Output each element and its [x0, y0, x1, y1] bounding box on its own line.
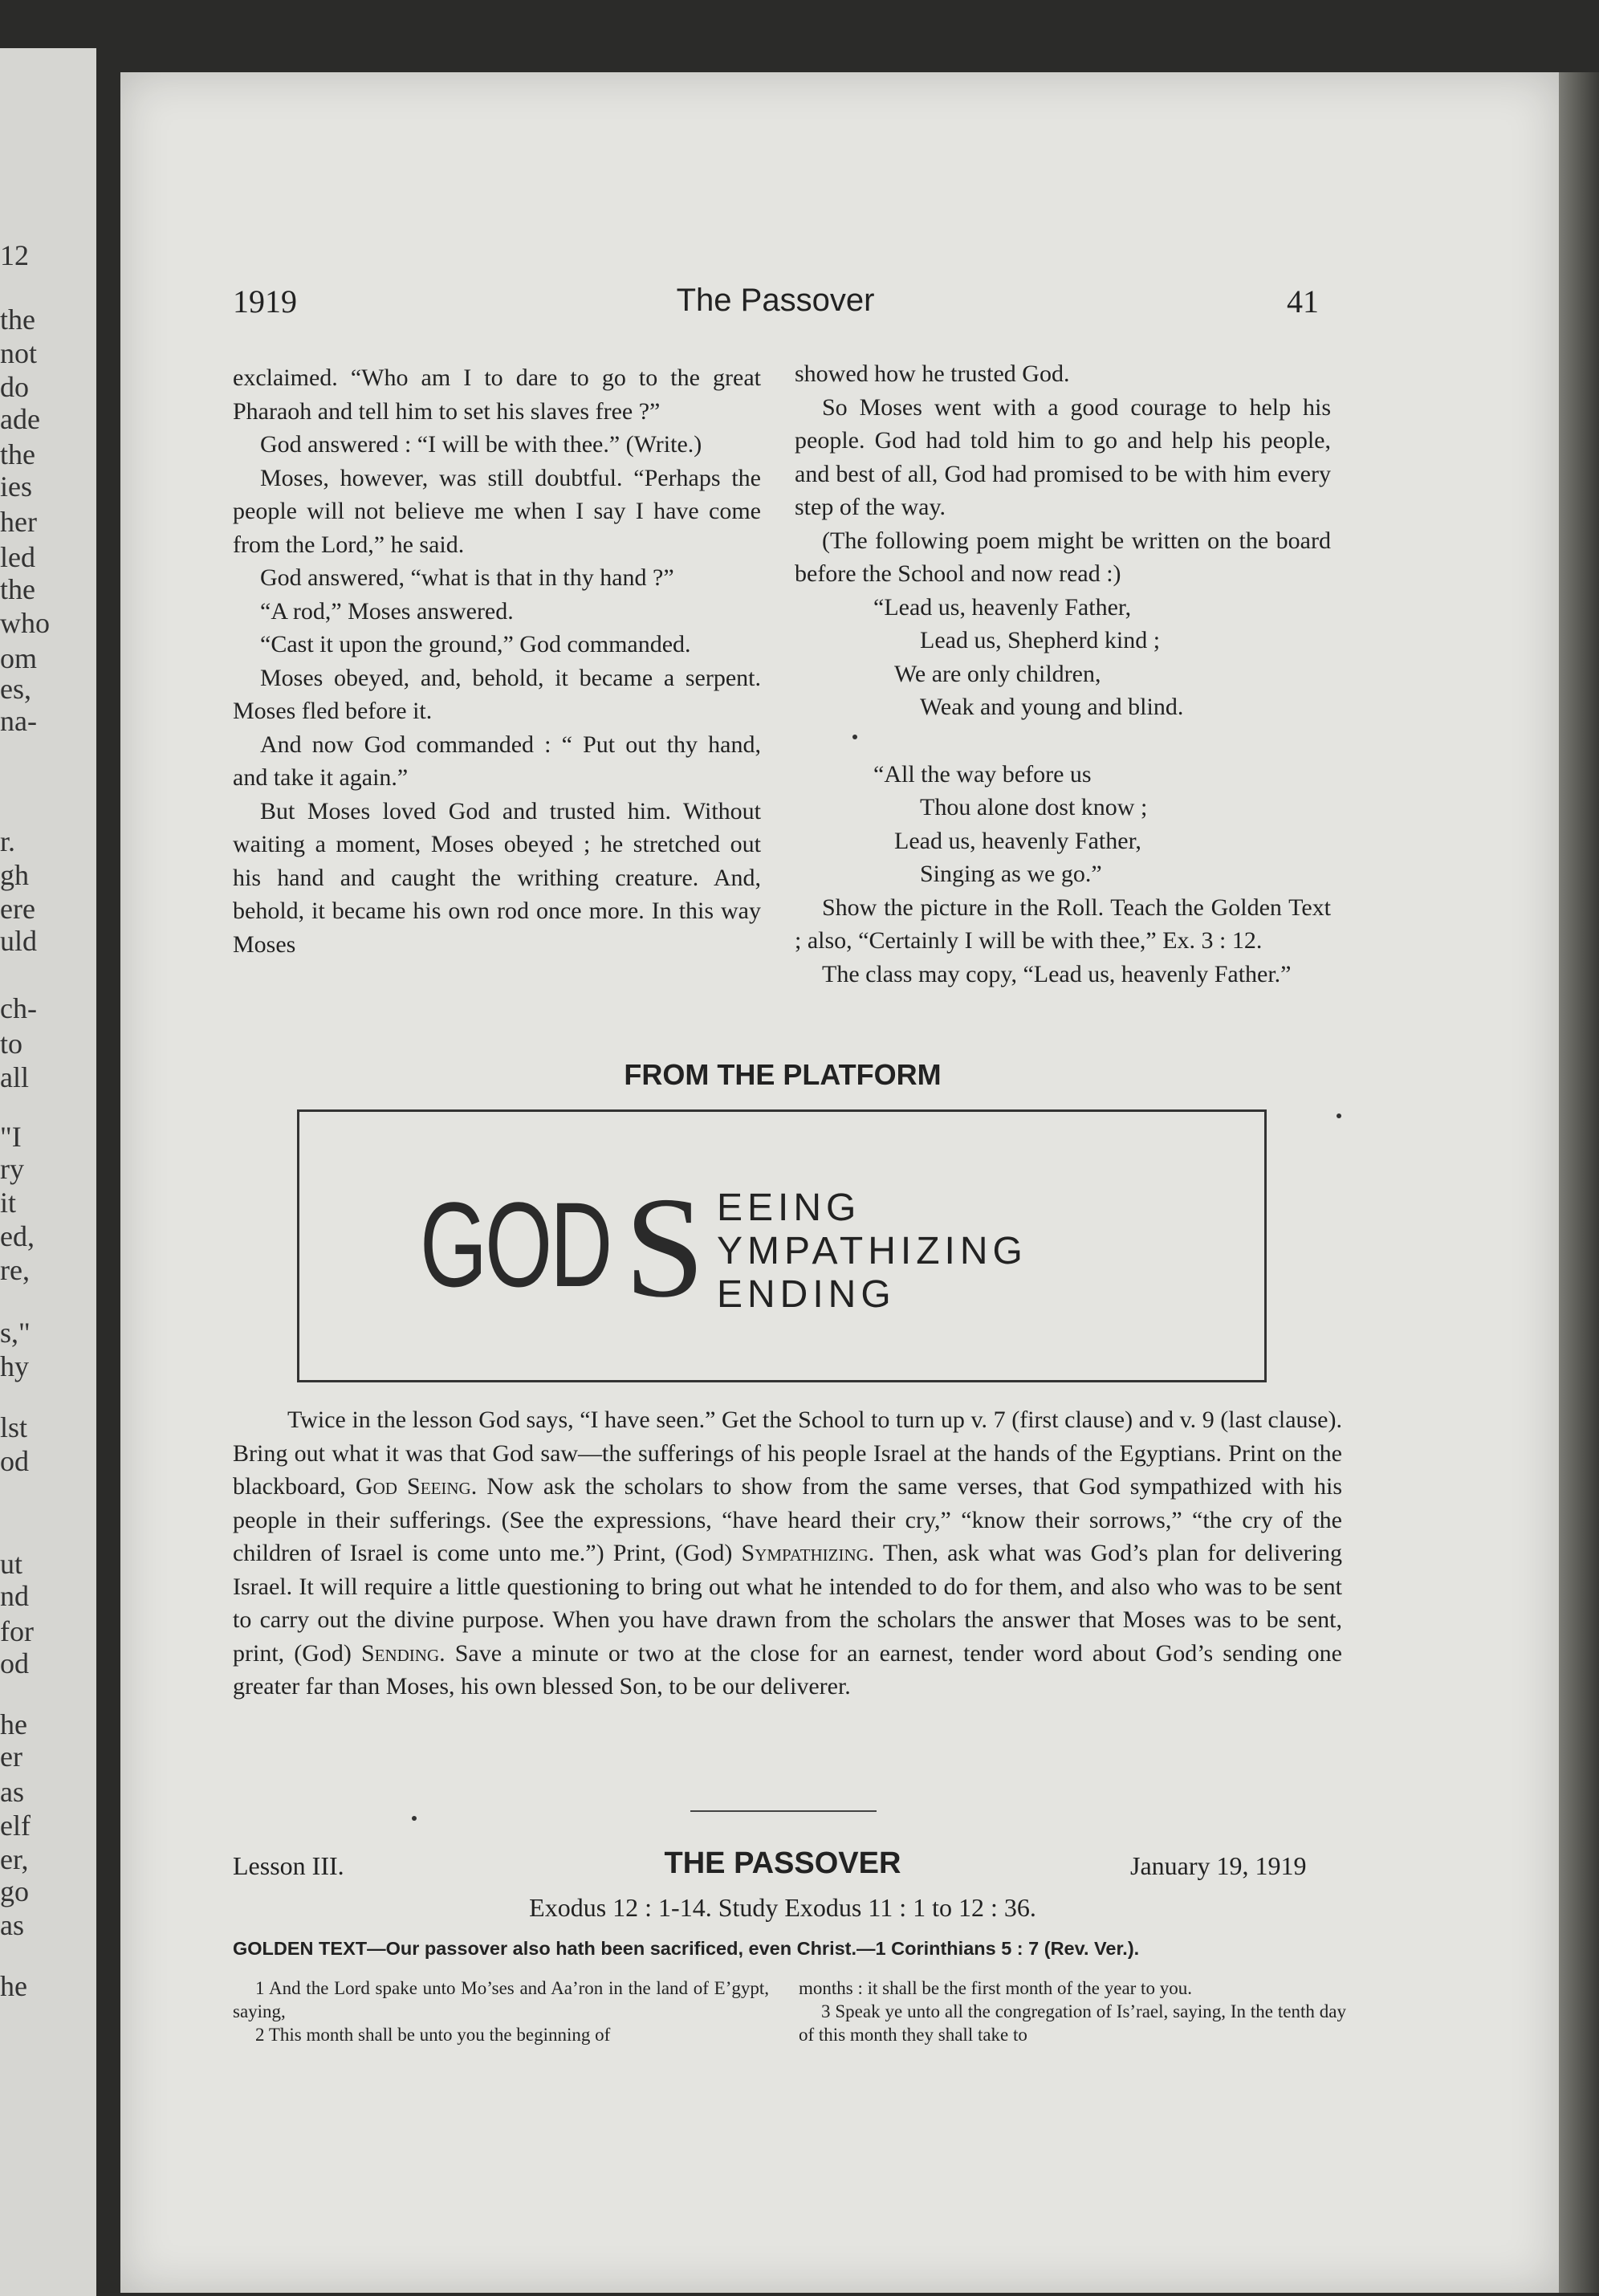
section-heading: FROM THE PLATFORM [624, 1058, 942, 1091]
poem [795, 591, 1331, 891]
adjacent-page-fragment: ut [0, 1548, 23, 1580]
lesson-date: January 19, 1919 [1130, 1851, 1307, 1880]
blackboard-word: ENDING [717, 1273, 896, 1316]
adjacent-page-fragment: as [0, 1909, 24, 1941]
blackboard-box [297, 1109, 1267, 1382]
adjacent-page-fragment: er, [0, 1843, 29, 1875]
small-caps-run: Sympathizing [741, 1540, 869, 1566]
page-stack-edge [1559, 72, 1599, 2293]
adjacent-page-fragment: uld [0, 925, 38, 957]
platform-paragraph [233, 1403, 1342, 1704]
small-caps-run: Sending [360, 1639, 440, 1667]
paragraph: So Moses went with a good courage to help his people. God had told him to go and help his people, and best of all, God had promised to be with him every step of the way. [795, 393, 1331, 520]
text-run: . Then, ask what was God’s plan for delivering Israel. It will require a little questioning to bring out what he intended to do for them, and also who was to be sent to carry out the divine purpose. When you have drawn from the scholars the answer that Moses was to be sent, print, (God) [233, 1540, 1342, 1667]
paragraph: “Cast it upon the ground,” God commanded. [260, 631, 691, 657]
text-run: . Save a minute or two at the close for an earnest, tender word about God’s sending one greater far than Moses, his own blessed Son, to be our deliverer. [233, 1639, 1343, 1700]
paragraph: The class may copy, “Lead us, heavenly Father.” [822, 960, 1292, 987]
adjacent-page-fragment: to [0, 1028, 23, 1060]
blackboard-god: GOD [420, 1177, 611, 1312]
adjacent-page-fragment: all [0, 1061, 29, 1093]
adjacent-page-fragment: od [0, 1445, 29, 1477]
poem-line: Lead us, Shepherd kind ; [920, 627, 1161, 653]
adjacent-page-fragment: do [0, 371, 29, 403]
adjacent-page-fragment: ry [0, 1153, 24, 1185]
adjacent-page-fragment: the [0, 573, 35, 605]
adjacent-page-fragment: the [0, 438, 35, 470]
blackboard-word: YMPATHIZING [717, 1230, 1027, 1272]
verse: 1 And the Lord spake unto Mo’ses and Aa’ron in the land of E’gypt, saying, [233, 1978, 769, 2021]
text-run: . Now ask the scholars to show from the same verses, that God sympathized with his people in their sufferings. (See the expressions, “have heard their cry,” “know their sorrows,” “the cry of the children of Israel is come unto me.”) Print, (God) [233, 1473, 1342, 1566]
paragraph: But Moses loved God and trusted him. Without waiting a moment, Moses obeyed ; he stretched out his hand and caught the writhing creature. And, behold, it became his own rod once more. In this way Moses [233, 797, 761, 958]
blackboard-word: EEING [717, 1187, 861, 1229]
adjacent-page-fragment: it [0, 1187, 17, 1219]
left-column [233, 361, 761, 961]
golden-text: GOLDEN TEXT—Our passover also hath been sacrificed, even Christ.—1 Corinthians 5 : 7 (Rev. Ver.). [233, 1938, 1140, 1959]
adjacent-page-edge [0, 48, 96, 2296]
right-column [795, 357, 1331, 991]
header-title: The Passover [676, 283, 875, 318]
verse: months : it shall be the first month of the year to you. [799, 1978, 1192, 1998]
paragraph: And now God commanded : “ Put out thy hand, and take it again.” [233, 731, 761, 791]
paragraph: (The following poem might be written on the board before the School and now read :) [795, 527, 1331, 587]
verse-column-left [233, 1976, 769, 2046]
poem-line: Lead us, heavenly Father, [894, 827, 1141, 854]
poem-line: Weak and young and blind. [920, 694, 1184, 720]
adjacent-page-fragment: the [0, 303, 35, 336]
verse: 3 Speak ye unto all the congregation of Is’rael, saying, In the tenth day of this month they shall take to [799, 2001, 1346, 2045]
poem-line: “Lead us, heavenly Father, [873, 593, 1132, 621]
adjacent-page-fragment: r. [0, 825, 16, 857]
text-run: Twice in the lesson God says, “I have seen.” Get the School to turn up v. 7 (first clause) and v. 9 (last clause). Bring out what it was that God saw—the sufferings of his people Israel at the hands of the Egyptians. Print on the blackboard, [233, 1407, 1342, 1500]
ink-speck [412, 1816, 417, 1821]
verse-column-right [799, 1976, 1346, 2046]
adjacent-page-fragment: nd [0, 1580, 29, 1612]
adjacent-page-fragment: as [0, 1776, 24, 1808]
adjacent-page-fragment: ere [0, 893, 35, 925]
ink-speck [852, 735, 857, 739]
paragraph: Show the picture in the Roll. Teach the Golden Text ; also, “Certainly I will be with thee,” Ex. 3 : 12. [795, 894, 1331, 954]
adjacent-page-fragment: who [0, 607, 50, 639]
verse: 2 This month shall be unto you the beginning of [255, 2025, 611, 2045]
adjacent-page-fragment: not [0, 337, 38, 369]
adjacent-page-fragment: he [0, 1708, 27, 1740]
adjacent-page-fragment: re, [0, 1254, 30, 1286]
section-divider [690, 1810, 877, 1812]
paragraph: showed how he trusted God. [795, 360, 1070, 387]
adjacent-page-fragment: es, [0, 673, 31, 705]
adjacent-page-fragment: elf [0, 1810, 31, 1842]
scripture-reference: Exodus 12 : 1-14. Study Exodus 11 : 1 to 12 : 36. [529, 1893, 1036, 1922]
header-year: 1919 [233, 283, 297, 320]
adjacent-page-fragment: 12 [0, 239, 29, 271]
adjacent-page-fragment: na- [0, 705, 37, 737]
adjacent-page-fragment: s," [0, 1317, 31, 1349]
adjacent-page-fragment: lst [0, 1411, 28, 1443]
adjacent-page-fragment: od [0, 1647, 29, 1679]
paragraph: God answered, “what is that in thy hand ?” [260, 564, 674, 591]
adjacent-page-fragment: gh [0, 859, 29, 891]
adjacent-page-fragment: ies [0, 470, 32, 503]
adjacent-page-fragment: her [0, 506, 37, 538]
adjacent-page-fragment: for [0, 1615, 34, 1647]
paragraph: exclaimed. “Who am I to dare to go to the great Pharaoh and tell him to set his slaves free ?” [233, 364, 761, 425]
poem-line: “All the way before us [873, 760, 1092, 788]
paragraph: Moses obeyed, and, behold, it became a serpent. Moses fled before it. [233, 664, 761, 724]
small-caps-run: God Seeing [355, 1473, 471, 1500]
adjacent-page-fragment: hy [0, 1350, 29, 1382]
adjacent-page-fragment: ch- [0, 992, 37, 1024]
poem-line: Singing as we go.” [920, 861, 1102, 887]
page-number: 41 [1287, 283, 1319, 320]
adjacent-page-fragment: er [0, 1740, 22, 1773]
adjacent-page-fragment: led [0, 541, 35, 573]
poem-line: We are only children, [894, 660, 1101, 687]
poem-line: Thou alone dost know ; [920, 794, 1148, 820]
adjacent-page-fragment: "I [0, 1121, 22, 1153]
lesson-label: Lesson III. [233, 1851, 344, 1880]
paragraph: Moses, however, was still doubtful. “Perhaps the people will not believe me when I say I have come from the Lord,” he said. [233, 464, 761, 558]
adjacent-page-fragment: go [0, 1875, 29, 1907]
adjacent-page-fragment: he [0, 1970, 27, 2002]
ink-speck [1337, 1113, 1341, 1118]
adjacent-page-fragment: ed, [0, 1220, 35, 1252]
adjacent-page-fragment: om [0, 642, 38, 674]
lesson-title: THE PASSOVER [664, 1846, 901, 1880]
paragraph: God answered : “I will be with thee.” (Write.) [260, 431, 702, 458]
paragraph: “A rod,” Moses answered. [260, 597, 514, 625]
adjacent-page-fragment: ade [0, 403, 40, 435]
blackboard-s: S [625, 1167, 706, 1327]
